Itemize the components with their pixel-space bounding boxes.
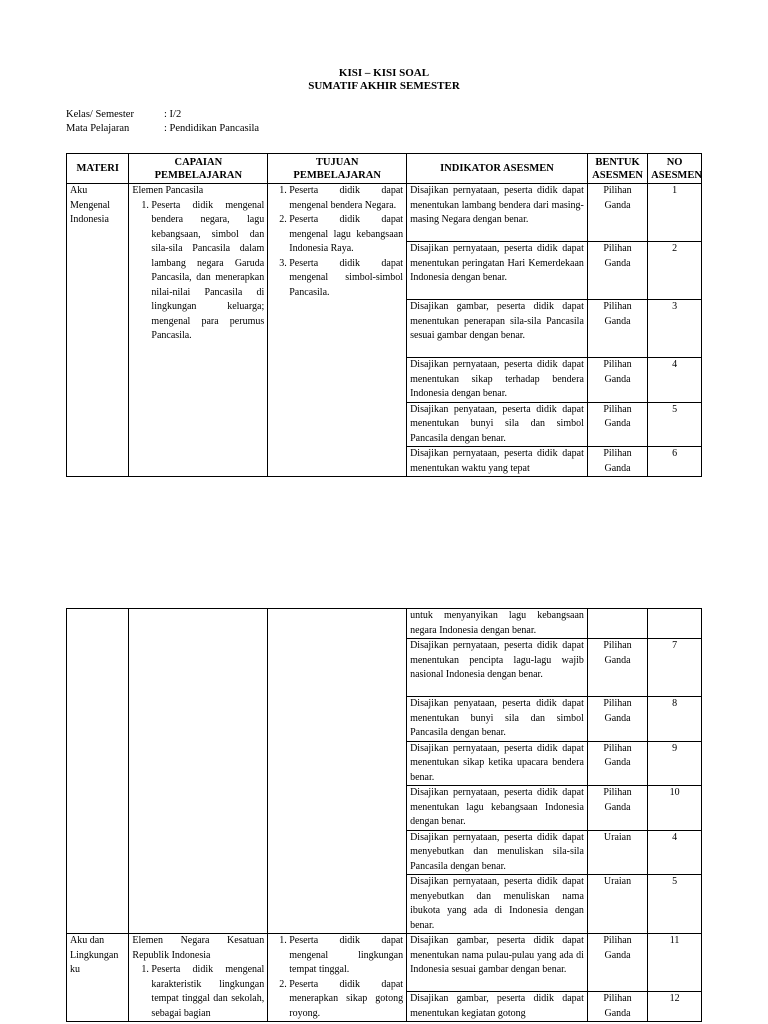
tujuan-cell [268, 184, 407, 477]
header-indikator: INDIKATOR ASESMEN [407, 154, 588, 184]
header-tujuan: TUJUAN PEMBELAJARAN [268, 154, 407, 184]
no-cell: 4 [648, 830, 702, 875]
capaian-list [132, 963, 264, 1021]
tujuan-list [271, 934, 403, 1021]
bentuk-cell: Pilihan Ganda [587, 402, 647, 447]
tujuan-item: 2. Peserta didik dapat mengenal lagu kebangsaan Indonesia Raya. [289, 213, 403, 257]
header-materi: MATERI [67, 154, 129, 184]
kisi-table-part-2 [66, 608, 702, 1022]
bentuk-cell: Pilihan Ganda [587, 184, 647, 242]
table-row [67, 934, 702, 992]
indikator-cell: Disajikan pernyataan, peserta didik dapat menentukan pencipta lagu-lagu wajib nasional Indonesia dengan benar. [407, 639, 588, 697]
capaian-item: 1. Peserta didik mengenal bendera negara, lagu kebangsaan, simbol dan sila-sila Pancasila dalam lambang negara Garuda Pancasila, dan menerapkan nilai-nilai Pancasila di lingkungan keluarga; mengenal para perumus Pancasila. [151, 199, 264, 344]
indikator-cell: Disajikan pernyataan, peserta didik dapat menentukan peringatan Hari Kemerdekaan Indonesia dengan benar. [407, 242, 588, 300]
tujuan-item: 1. Peserta didik dapat mengenal bendera Negara. [289, 184, 403, 213]
table-row [67, 609, 702, 639]
table-row [67, 184, 702, 242]
no-cell: 7 [648, 639, 702, 697]
bentuk-cell: Uraian [587, 830, 647, 875]
document-subtitle: SUMATIF AKHIR SEMESTER [308, 80, 460, 92]
capaian-heading: Elemen Pancasila [132, 185, 204, 196]
no-cell: 3 [648, 300, 702, 358]
bentuk-cell [587, 609, 647, 639]
no-cell: 8 [648, 697, 702, 742]
table-header-row [67, 154, 702, 184]
meta-mapel [66, 123, 259, 134]
bentuk-cell: Pilihan Ganda [587, 639, 647, 697]
no-cell: 9 [648, 741, 702, 786]
tujuan-item: 2. Peserta didik dapat menerapkan sikap gotong royong. [289, 978, 403, 1022]
meta-mapel-value: : Pendidikan Pancasila [164, 123, 260, 134]
indikator-cell: Disajikan pernyataan, peserta didik dapat menyebutkan dan menuliskan sila-sila Pancasila dengan benar. [407, 830, 588, 875]
indikator-cell: Disajikan pernyataan, peserta didik dapat menyebutkan dan menuliskan nama ibukota yang ada di Indonesia dengan benar. [407, 875, 588, 934]
indikator-cell: Disajikan gambar, peserta didik dapat menentukan penerapan sila-sila Pancasila sesuai gambar dengan benar. [407, 300, 588, 358]
indikator-cell: Disajikan pernyataan, peserta didik dapat menentukan waktu yang tepat [407, 447, 588, 477]
bentuk-cell: Pilihan Ganda [587, 786, 647, 831]
no-cell: 1 [648, 184, 702, 242]
indikator-cell: Disajikan penyataan, peserta didik dapat menentukan bunyi sila dan simbol Pancasila dengan benar. [407, 697, 588, 742]
tujuan-cell [268, 934, 407, 1022]
meta-mapel-label: Mata Pelajaran [66, 123, 130, 134]
no-cell: 12 [648, 992, 702, 1022]
no-cell: 4 [648, 358, 702, 403]
header-capaian: CAPAIAN PEMBELAJARAN [129, 154, 268, 184]
indikator-cell: Disajikan pernyataan, peserta didik dapat menentukan sikap ketika upacara bendera benar. [407, 741, 588, 786]
kisi-table-part-1 [66, 153, 702, 477]
tujuan-item: 3. Peserta didik dapat mengenal simbol-simbol Pancasila. [289, 257, 403, 301]
bentuk-cell: Pilihan Ganda [587, 300, 647, 358]
bentuk-cell: Pilihan Ganda [587, 992, 647, 1022]
meta-kelas [66, 109, 181, 120]
no-cell: 2 [648, 242, 702, 300]
capaian-item: 1. Peserta didik mengenal karakteristik lingkungan tempat tinggal dan sekolah, sebagai bagian [151, 963, 264, 1021]
header-no: NO ASESMEN [648, 154, 702, 184]
bentuk-cell: Pilihan Ganda [587, 358, 647, 403]
meta-kelas-label: Kelas/ Semester [66, 109, 134, 120]
materi-cell [67, 609, 129, 934]
bentuk-cell: Pilihan Ganda [587, 447, 647, 477]
bentuk-cell: Pilihan Ganda [587, 934, 647, 992]
document-title: KISI – KISI SOAL [338, 67, 430, 79]
tujuan-cell [268, 609, 407, 934]
no-cell [648, 609, 702, 639]
materi-cell: Aku Mengenal Indonesia [67, 184, 129, 477]
indikator-cell: Disajikan gambar, peserta didik dapat menentukan nama pulau-pulau yang ada di Indonesia sesuai gambar dengan benar. [407, 934, 588, 992]
bentuk-cell: Pilihan Ganda [587, 697, 647, 742]
indikator-cell: Disajikan penyataan, peserta didik dapat menentukan bunyi sila dan simbol Pancasila dengan benar. [407, 402, 588, 447]
capaian-list [132, 199, 264, 344]
indikator-cell: untuk menyanyikan lagu kebangsaan negara Indonesia dengan benar. [407, 609, 588, 639]
tujuan-item: 1. Peserta didik dapat mengenal lingkungan tempat tinggal. [289, 934, 403, 978]
no-cell: 5 [648, 875, 702, 934]
indikator-cell: Disajikan pernyataan, peserta didik dapat menentukan sikap terhadap bendera Indonesia dengan benar. [407, 358, 588, 403]
no-cell: 10 [648, 786, 702, 831]
materi-cell: Aku dan Lingkungan ku [67, 934, 129, 1022]
meta-kelas-value: : I/2 [164, 109, 182, 120]
capaian-heading: Elemen Negara Kesatuan Republik Indonesia [132, 935, 265, 961]
tujuan-list [271, 184, 403, 300]
capaian-cell [129, 184, 268, 477]
indikator-cell: Disajikan pernyataan, peserta didik dapat menentukan lambang bendera dari masing-masing Negara dengan benar. [407, 184, 588, 242]
no-cell: 11 [648, 934, 702, 992]
indikator-cell: Disajikan gambar, peserta didik dapat menentukan kegiatan gotong [407, 992, 588, 1022]
header-bentuk: BENTUK ASESMEN [587, 154, 647, 184]
indikator-cell: Disajikan pernyataan, peserta didik dapat menentukan lagu kebangsaan Indonesia dengan benar. [407, 786, 588, 831]
bentuk-cell: Pilihan Ganda [587, 242, 647, 300]
capaian-cell [129, 609, 268, 934]
bentuk-cell: Pilihan Ganda [587, 741, 647, 786]
no-cell: 6 [648, 447, 702, 477]
capaian-cell [129, 934, 268, 1022]
bentuk-cell: Uraian [587, 875, 647, 934]
no-cell: 5 [648, 402, 702, 447]
